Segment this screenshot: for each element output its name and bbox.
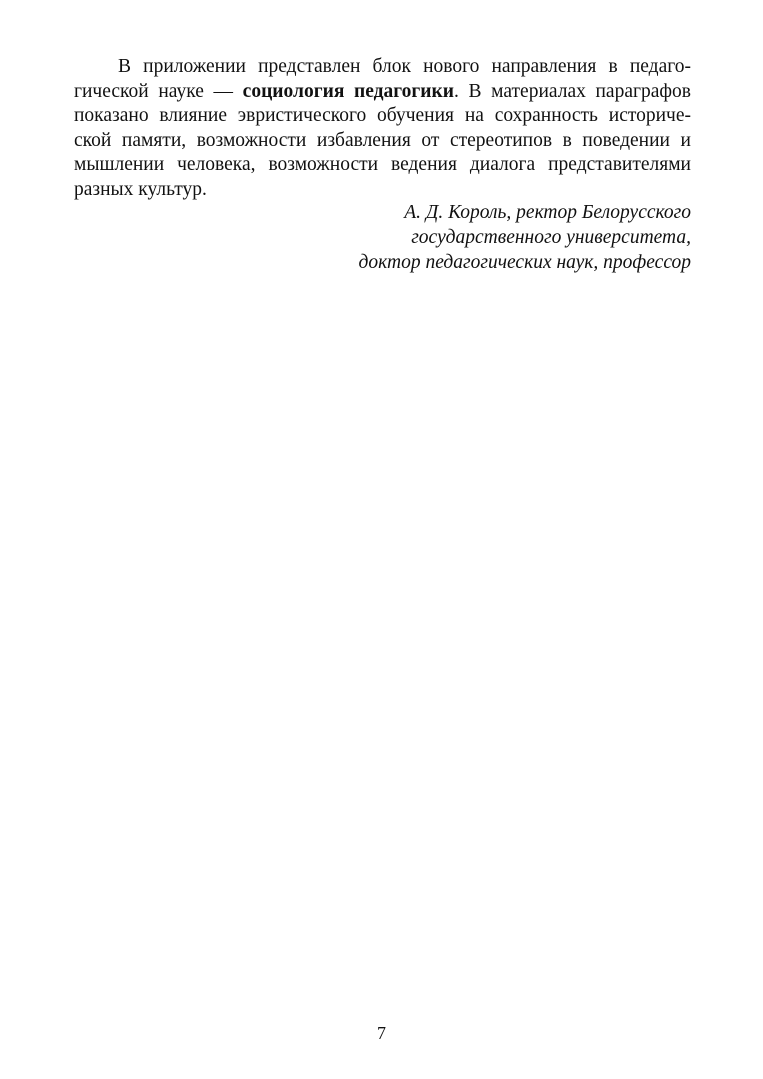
- paragraph-line-2-tail: . В материалах параграфов: [453, 80, 691, 102]
- paragraph-line-2: [74, 80, 691, 105]
- signature-line-1: А. Д. Король, ректор Белорусского: [404, 202, 691, 223]
- paragraph-line-2-lead: гической науке —: [74, 80, 243, 102]
- paragraph-line-1: В приложении представлен блок нового направления в педаго-: [118, 56, 691, 77]
- paragraph-line-6: разных культур.: [74, 178, 207, 200]
- paragraph-line-3: показано влияние эвристического обучения на сохранность историче-: [74, 105, 691, 127]
- body-paragraph: [74, 55, 691, 203]
- highlighted-term: социология педагогики: [242, 80, 454, 102]
- signature-line-3: доктор педагогических наук, профессор: [358, 252, 691, 273]
- signature-line-2: государственного университета,: [411, 227, 691, 248]
- paragraph-line-5: мышлении человека, возможности ведения диалога представителями: [74, 154, 691, 176]
- paragraph-line-4: ской памяти, возможности избавления от стереотипов в поведении и: [74, 129, 691, 151]
- author-signature: [74, 200, 691, 275]
- page-number: 7: [377, 1023, 386, 1043]
